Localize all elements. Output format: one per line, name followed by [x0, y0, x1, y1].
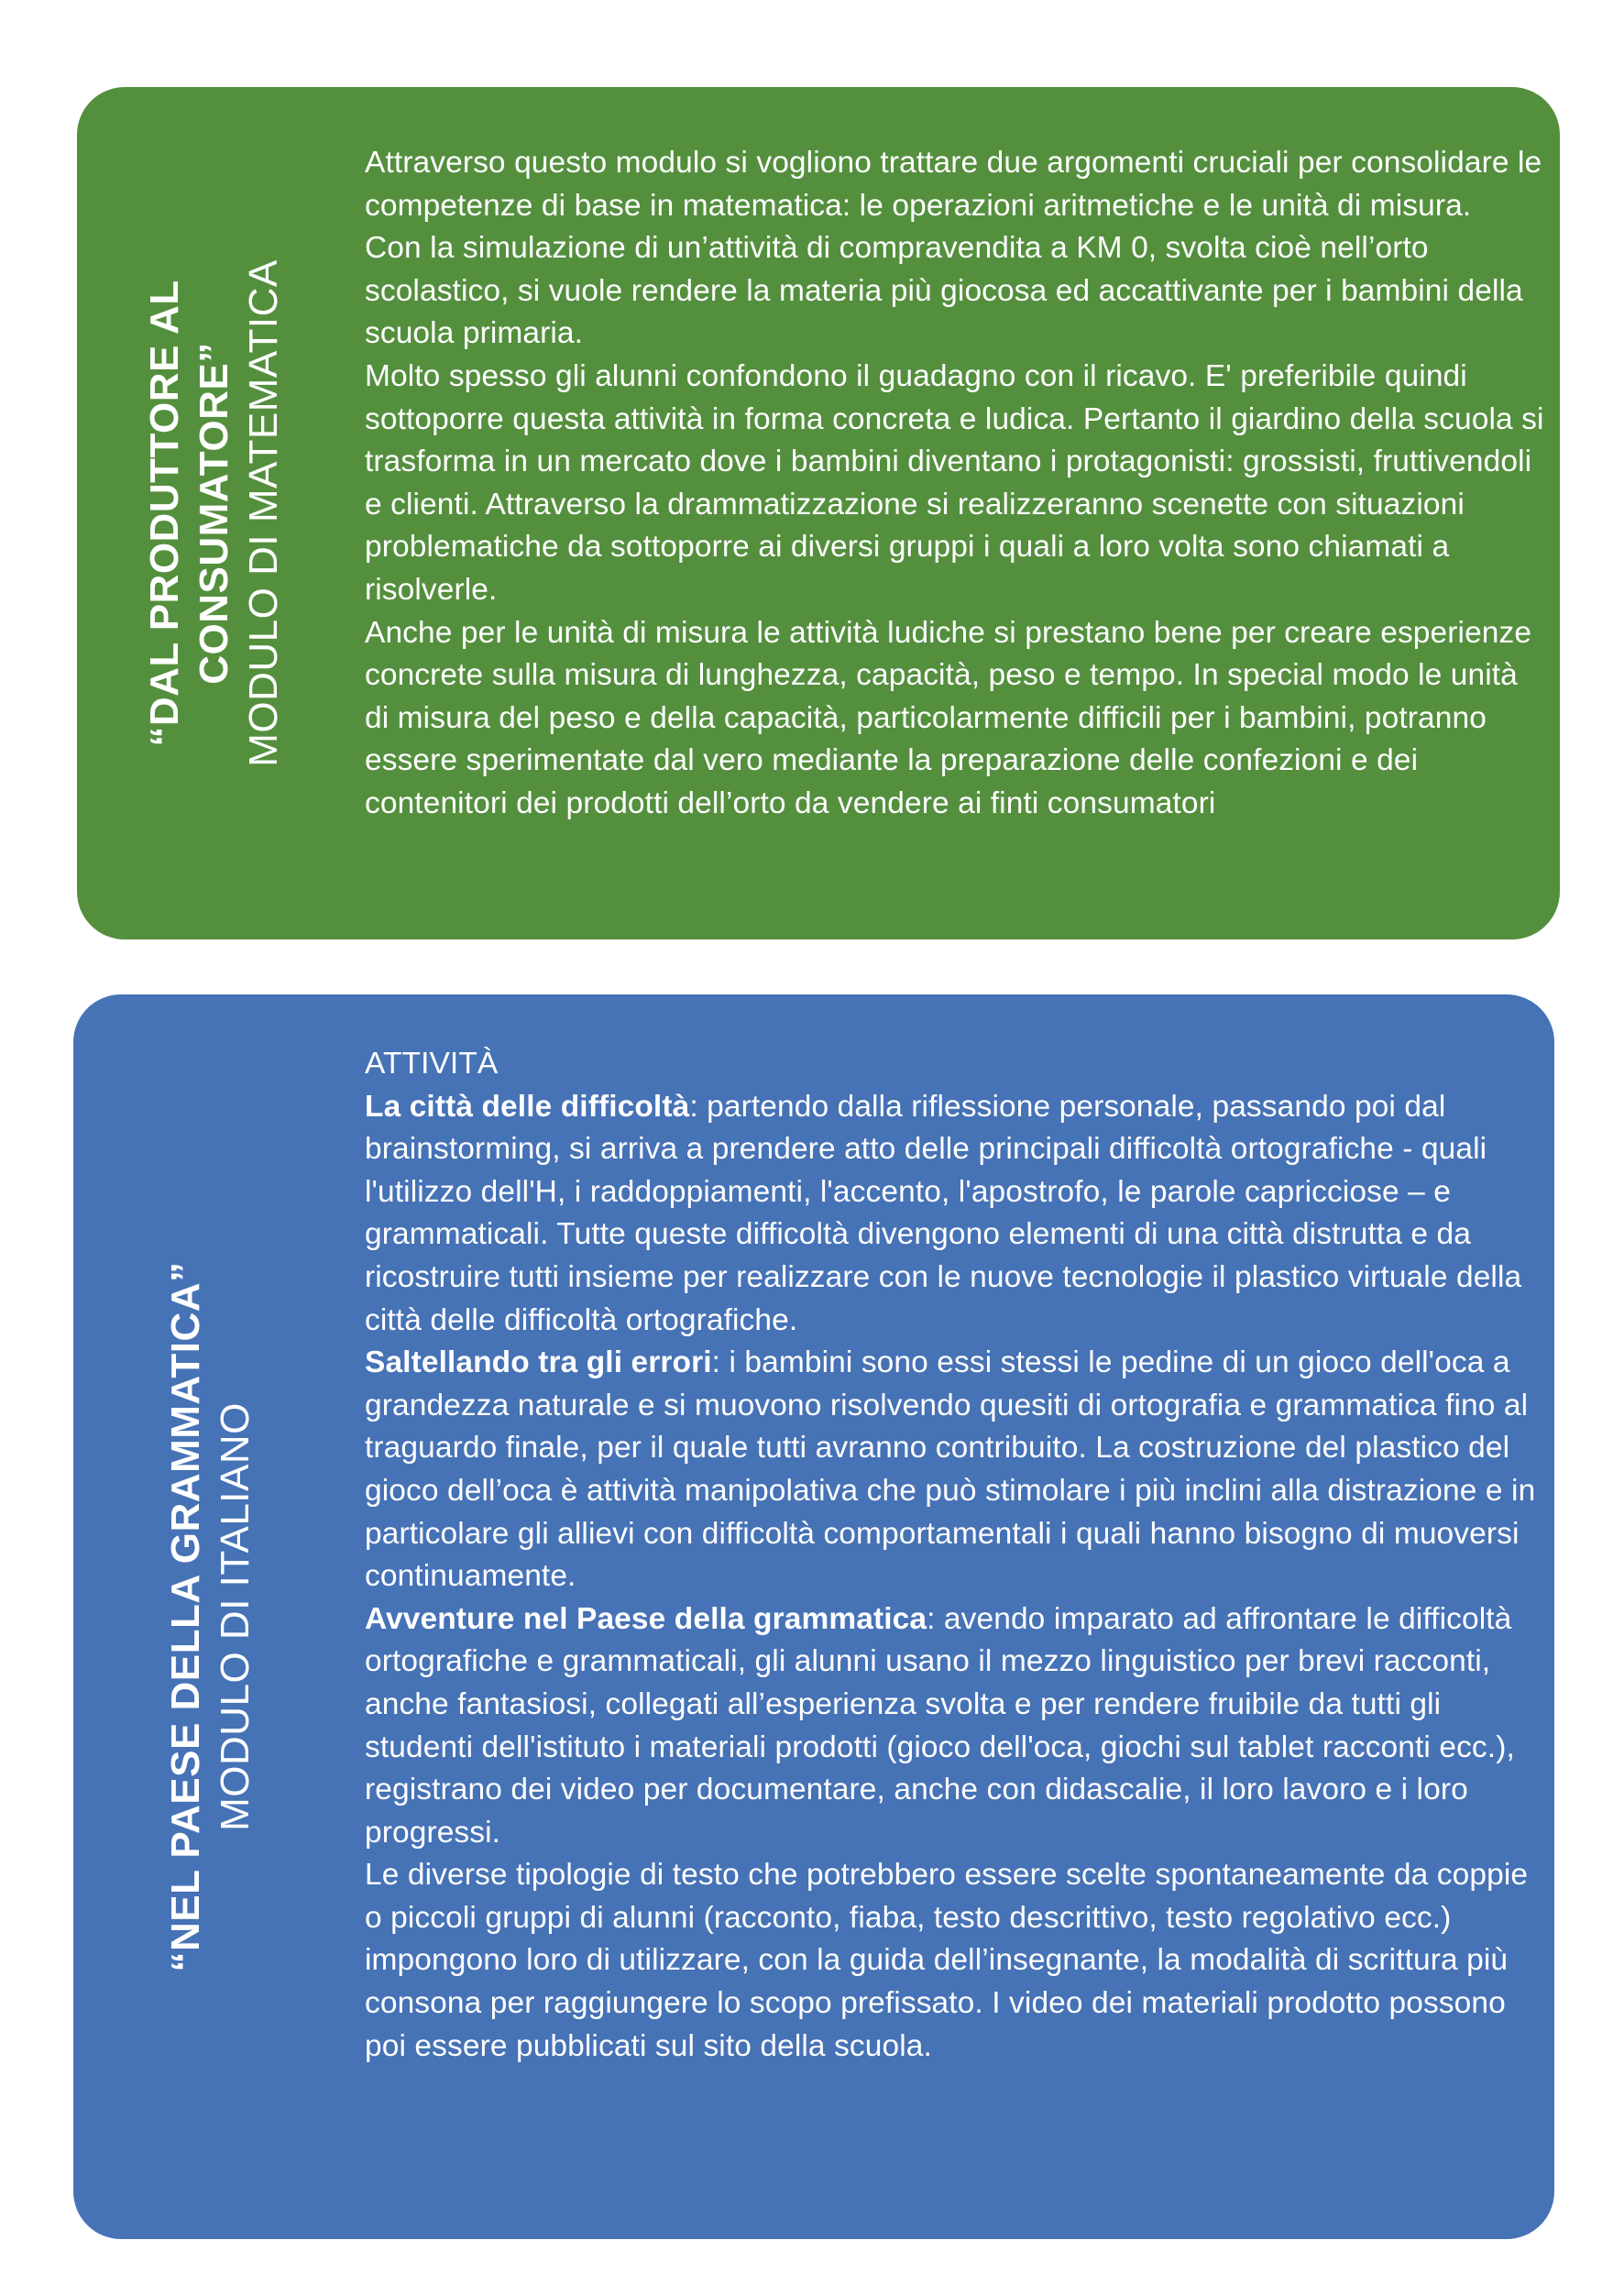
- activity-paragraph-1: [365, 1086, 1549, 1343]
- math-paragraph-2: Con la simulazione di un’attività di compravendita a KM 0, svolta cioè nell’orto scolastico, si vuole rendere la materia più giocosa ed accattivante per i bambini della scuola primaria.: [365, 231, 1523, 351]
- activity-text-3: : avendo imparato ad affrontare le difficoltà ortografiche e grammaticali, gli alunni usano il mezzo linguistico per brevi racconti, anche fantasiosi, collegati all’esperienza svolta e per rendere fruibile da tutti gli studenti dell'istituto i materiali prodotti (gioco dell'oca, giochi sul tablet racconti ecc.), registrano dei video per documentare, anche con didascalie, il loro lavoro e i loro progressi.: [365, 1601, 1515, 1850]
- math-module-title-line1: “DAL PRODUTTORE AL: [142, 280, 187, 747]
- math-paragraph-1: Attraverso questo modulo si vogliono trattare due argomenti cruciali per consolidare le competenze di base in matematica: le operazioni aritmetiche e le unità di misura.: [365, 146, 1542, 223]
- italian-module-description: [365, 1043, 1549, 2068]
- activity-paragraph-3: [365, 1598, 1549, 1855]
- italian-module-side-label: [73, 994, 348, 2239]
- activity-paragraph-2: [365, 1342, 1549, 1598]
- activity-name-3: Avventure nel Paese della grammatica: [365, 1601, 927, 1636]
- closing-paragraph: Le diverse tipologie di testo che potrebbero essere scelte spontaneamente da coppie o piccoli gruppi di alunni (racconto, fiaba, testo descrittivo, testo regolativo ecc.) impongono loro di utilizzare, con la guida dell’insegnante, la modalità di scrittura più consona per raggiungere lo scopo prefissato. I video dei materiali prodotto possono poi essere pubblicati sul sito della scuola.: [365, 1858, 1529, 2063]
- math-paragraph-3: Molto spesso gli alunni confondono il guadagno con il ricavo. E' preferibile quindi sottoporre questa attività in forma concreta e ludica. Pertanto il giardino della scuola si trasforma in un mercato dove i bambini diventano i protagonisti: grossisti, fruttivendoli e clienti. Attraverso la drammatizzazione si realizzeranno scenette con situazioni problematiche da sottoporre ai diversi gruppi i quali a loro volta sono chiamati a risolverle.: [365, 358, 1544, 607]
- italian-module-card: [73, 994, 1554, 2239]
- math-module-description: [365, 142, 1549, 826]
- activities-heading: ATTIVITÀ: [365, 1047, 499, 1081]
- activity-text-2: : i bambini sono essi stessi le pedine di un gioco dell'oca a grandezza naturale e si muovono risolvendo quesiti di ortografia e grammatica fino al traguardo finale, per il quale tutti avranno contribuito. La costruzione del plastico del gioco dell’oca è attività manipolativa che può stimolare i più inclini alla distrazione e in particolare gli allievi con difficoltà comportamentali i quali hanno bisogno di muoversi continuamente.: [365, 1345, 1536, 1594]
- math-module-subtitle: MODULO DI MATEMATICA: [241, 259, 286, 767]
- math-paragraph-4: Anche per le unità di misura le attività ludiche si prestano bene per creare esperienze concrete sulla misura di lunghezza, capacità, peso e tempo. In special modo le unità di misura del peso e della capacità, particolarmente difficili per i bambini, potranno essere sperimentate dal vero mediante la preparazione delle confezioni e dei contenitori dei prodotti dell’orto da vendere ai finti consumatori: [365, 615, 1532, 820]
- activity-name-1: La città delle difficoltà: [365, 1089, 690, 1124]
- math-module-title-line2: CONSUMATORE”: [192, 342, 236, 685]
- italian-module-title: “NEL PAESE DELLA GRAMMATICA”: [163, 1261, 208, 1972]
- activity-name-2: Saltellando tra gli errori: [365, 1345, 712, 1380]
- math-module-card: [77, 87, 1560, 939]
- activity-text-1: : partendo dalla riflessione personale, passando poi dal brainstorming, si arriva a prendere atto delle principali difficoltà ortografiche - quali l'utilizzo dell'H, i raddoppiamenti, l'accento, l'apostrofo, le parole capricciose – e grammaticali. Tutte queste difficoltà divengono elementi di una città distrutta e da ricostruire tutti insieme per realizzare con le nuove tecnologie il plastico virtuale della città delle difficoltà ortografiche.: [365, 1089, 1522, 1337]
- italian-module-subtitle: MODULO DI ITALIANO: [213, 1402, 258, 1831]
- math-module-side-label: [77, 87, 352, 939]
